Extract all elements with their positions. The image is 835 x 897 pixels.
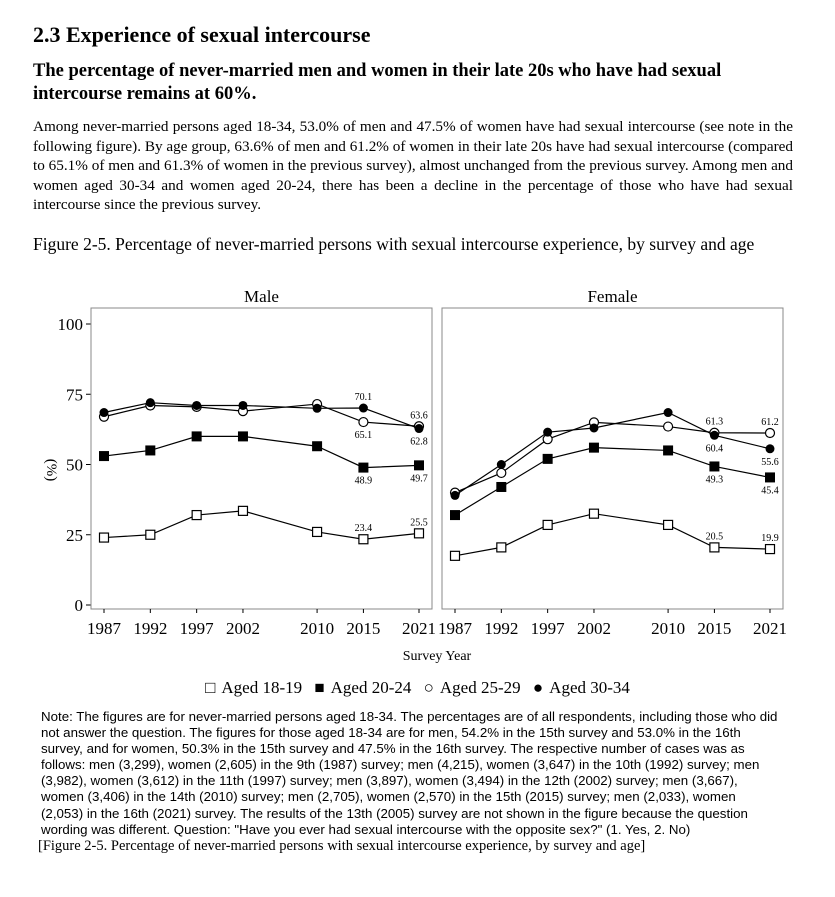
data-label: 48.9 (354, 475, 373, 487)
open-circle-icon: ○ (423, 678, 434, 697)
legend-item-aged-20-24 (314, 678, 411, 697)
data-point (664, 408, 673, 417)
x-tick-label: 2021 (753, 619, 787, 638)
data-point (710, 462, 719, 471)
data-point (664, 422, 673, 431)
data-point (146, 530, 155, 539)
panel-male (87, 287, 436, 638)
data-label: 23.4 (354, 523, 373, 535)
data-point (589, 423, 598, 432)
data-point (192, 401, 201, 410)
x-tick-label: 1997 (179, 619, 214, 638)
data-point (238, 506, 247, 515)
data-label: 61.2 (761, 417, 779, 429)
x-tick-label: 2010 (651, 619, 686, 638)
data-point (451, 511, 460, 520)
data-point (192, 432, 201, 441)
data-point (766, 444, 775, 453)
legend-item-aged-30-34 (533, 678, 630, 697)
x-tick-label: 1987 (438, 619, 472, 638)
legend-label: Aged 20-24 (330, 678, 412, 697)
chart-legend (0, 678, 835, 698)
data-label: 19.9 (761, 533, 779, 545)
x-tick-label: 2021 (402, 619, 436, 638)
data-label: 61.3 (705, 416, 724, 428)
x-tick-label: 1992 (133, 619, 168, 638)
data-point (497, 482, 506, 491)
data-point (710, 431, 719, 440)
data-point (664, 520, 673, 529)
data-point (146, 446, 155, 455)
y-tick-label: 0 (74, 596, 83, 615)
series-aged-20-24 (451, 443, 775, 519)
x-tick-label: 1992 (484, 619, 519, 638)
data-label: 62.8 (410, 436, 428, 448)
legend-label: Aged 18-19 (221, 678, 303, 697)
data-point (589, 509, 598, 518)
data-point (359, 404, 368, 413)
data-point (146, 398, 155, 407)
y-tick-label: 75 (66, 385, 83, 405)
y-tick-label: 25 (66, 525, 83, 545)
data-point (543, 454, 552, 463)
data-point (766, 473, 775, 482)
series-aged-20-24 (100, 432, 424, 472)
data-label: 49.7 (410, 473, 428, 485)
open-square-icon: □ (205, 678, 216, 697)
data-label: 25.5 (410, 517, 428, 529)
data-point (415, 424, 424, 433)
panel-title: Female (587, 287, 638, 306)
data-point (313, 527, 322, 536)
data-label: 45.4 (761, 485, 779, 497)
data-label: 49.3 (705, 474, 724, 486)
panel-title: Male (244, 287, 279, 306)
data-point (100, 533, 109, 542)
data-label: 60.4 (705, 443, 724, 455)
data-point (100, 452, 109, 461)
data-point (766, 429, 775, 438)
data-point (238, 432, 247, 441)
legend-label: Aged 25-29 (439, 678, 521, 697)
data-point (313, 442, 322, 451)
data-point (451, 551, 460, 560)
data-point (238, 401, 247, 410)
legend-item-aged-25-29 (424, 678, 521, 697)
filled-circle-icon: ● (532, 678, 544, 697)
data-point (451, 491, 460, 500)
y-axis-label: (%) (43, 458, 59, 482)
note-text: Note: The figures are for never-married persons aged 18-34. The percentages are of all respondents, including those who did not answer the question. The figures for those aged 18-34 are for men, 54.2% in the 15th survey and 53.0% in the 16th survey, and for women, 50.3% in the 15th survey and 47.5% in the 16th survey. The respective number of cases was as follows: men (3,299), women (2,605) in the 9th (1987) survey; men (4,215), women (3,647) in the 10th (1992) survey; men (3,982), women (3,612) in the 11th (1997) survey; men (3,897), women (3,494) in the 12th (2002) survey; men (3,667), women (3,406) in the 14th (2010) survey; men (2,705), women (2,570) in the 15th (2015) survey; men (2,033), women (2,053) in the 16th (2021) survey. The results of the 13th (2005) survey are not shown in the figure because the question wording was different. Question: "Have you ever had sexual intercourse with the opposite sex?" (1. Yes, 2. No) (41, 709, 778, 837)
source-line: [Figure 2-5. Percentage of never-married persons with sexual intercourse experience, by survey and age] (38, 837, 646, 854)
data-point (359, 535, 368, 544)
x-tick-label: 2002 (225, 619, 260, 638)
series-aged-30-34 (100, 398, 424, 433)
legend-label: Aged 30-34 (549, 678, 630, 697)
data-point (543, 520, 552, 529)
figure-caption: Figure 2-5. Percentage of never-married persons with sexual intercourse experience, by survey and age (33, 234, 755, 254)
data-point (589, 443, 598, 452)
line-chart (0, 280, 835, 670)
data-point (359, 418, 368, 427)
series-aged-18-19 (451, 509, 775, 560)
x-tick-label: 1997 (530, 619, 565, 638)
data-point (192, 511, 201, 520)
panel-frame (442, 308, 783, 609)
legend-item-aged-18-19 (205, 678, 302, 697)
x-tick-label: 2015 (346, 619, 381, 638)
data-point (497, 460, 506, 469)
x-tick-label: 2010 (300, 619, 335, 638)
data-label: 55.6 (761, 456, 779, 468)
data-label: 65.1 (354, 430, 373, 442)
data-point (313, 404, 322, 413)
data-point (710, 543, 719, 552)
panel-female (438, 287, 787, 638)
data-label: 20.5 (705, 531, 724, 543)
series-aged-18-19 (100, 506, 424, 543)
intro-paragraph: Among never-married persons aged 18-34, 53.0% of men and 47.5% of women have had sexual intercourse (see note in the following figure). By age group, 63.6% of men and 61.2% of women in their late 20s have had sexual intercourse (compared to 65.1% of men and 61.3% of women in the previous survey), almost unchanged from the previous survey. Among men and women aged 30-34 and women aged 20-24, there has been a decline in the percentage of those who have had sexual intercourse since the previous survey. (33, 118, 793, 213)
data-point (497, 468, 506, 477)
x-tick-label: 2015 (697, 619, 732, 638)
headline: The percentage of never-married men and women in their late 20s who have had sexual intercourse remains at 60%. (33, 61, 722, 104)
x-tick-label: 2002 (576, 619, 611, 638)
data-label: 70.1 (354, 392, 373, 404)
data-label: 63.6 (410, 410, 428, 422)
data-point (359, 463, 368, 472)
data-point (497, 543, 506, 552)
note (38, 709, 778, 854)
x-axis-label: Survey Year (402, 649, 472, 664)
y-tick-label: 50 (66, 455, 83, 475)
data-point (664, 446, 673, 455)
data-point (415, 529, 424, 538)
data-point (100, 408, 109, 417)
data-point (543, 428, 552, 437)
y-tick-label: 100 (57, 315, 83, 334)
panel-frame (91, 308, 432, 609)
section-title: 2.3 Experience of sexual intercourse (33, 22, 371, 47)
x-tick-label: 1987 (87, 619, 121, 638)
data-point (766, 545, 775, 554)
filled-square-icon: ■ (314, 678, 325, 697)
data-point (415, 461, 424, 470)
